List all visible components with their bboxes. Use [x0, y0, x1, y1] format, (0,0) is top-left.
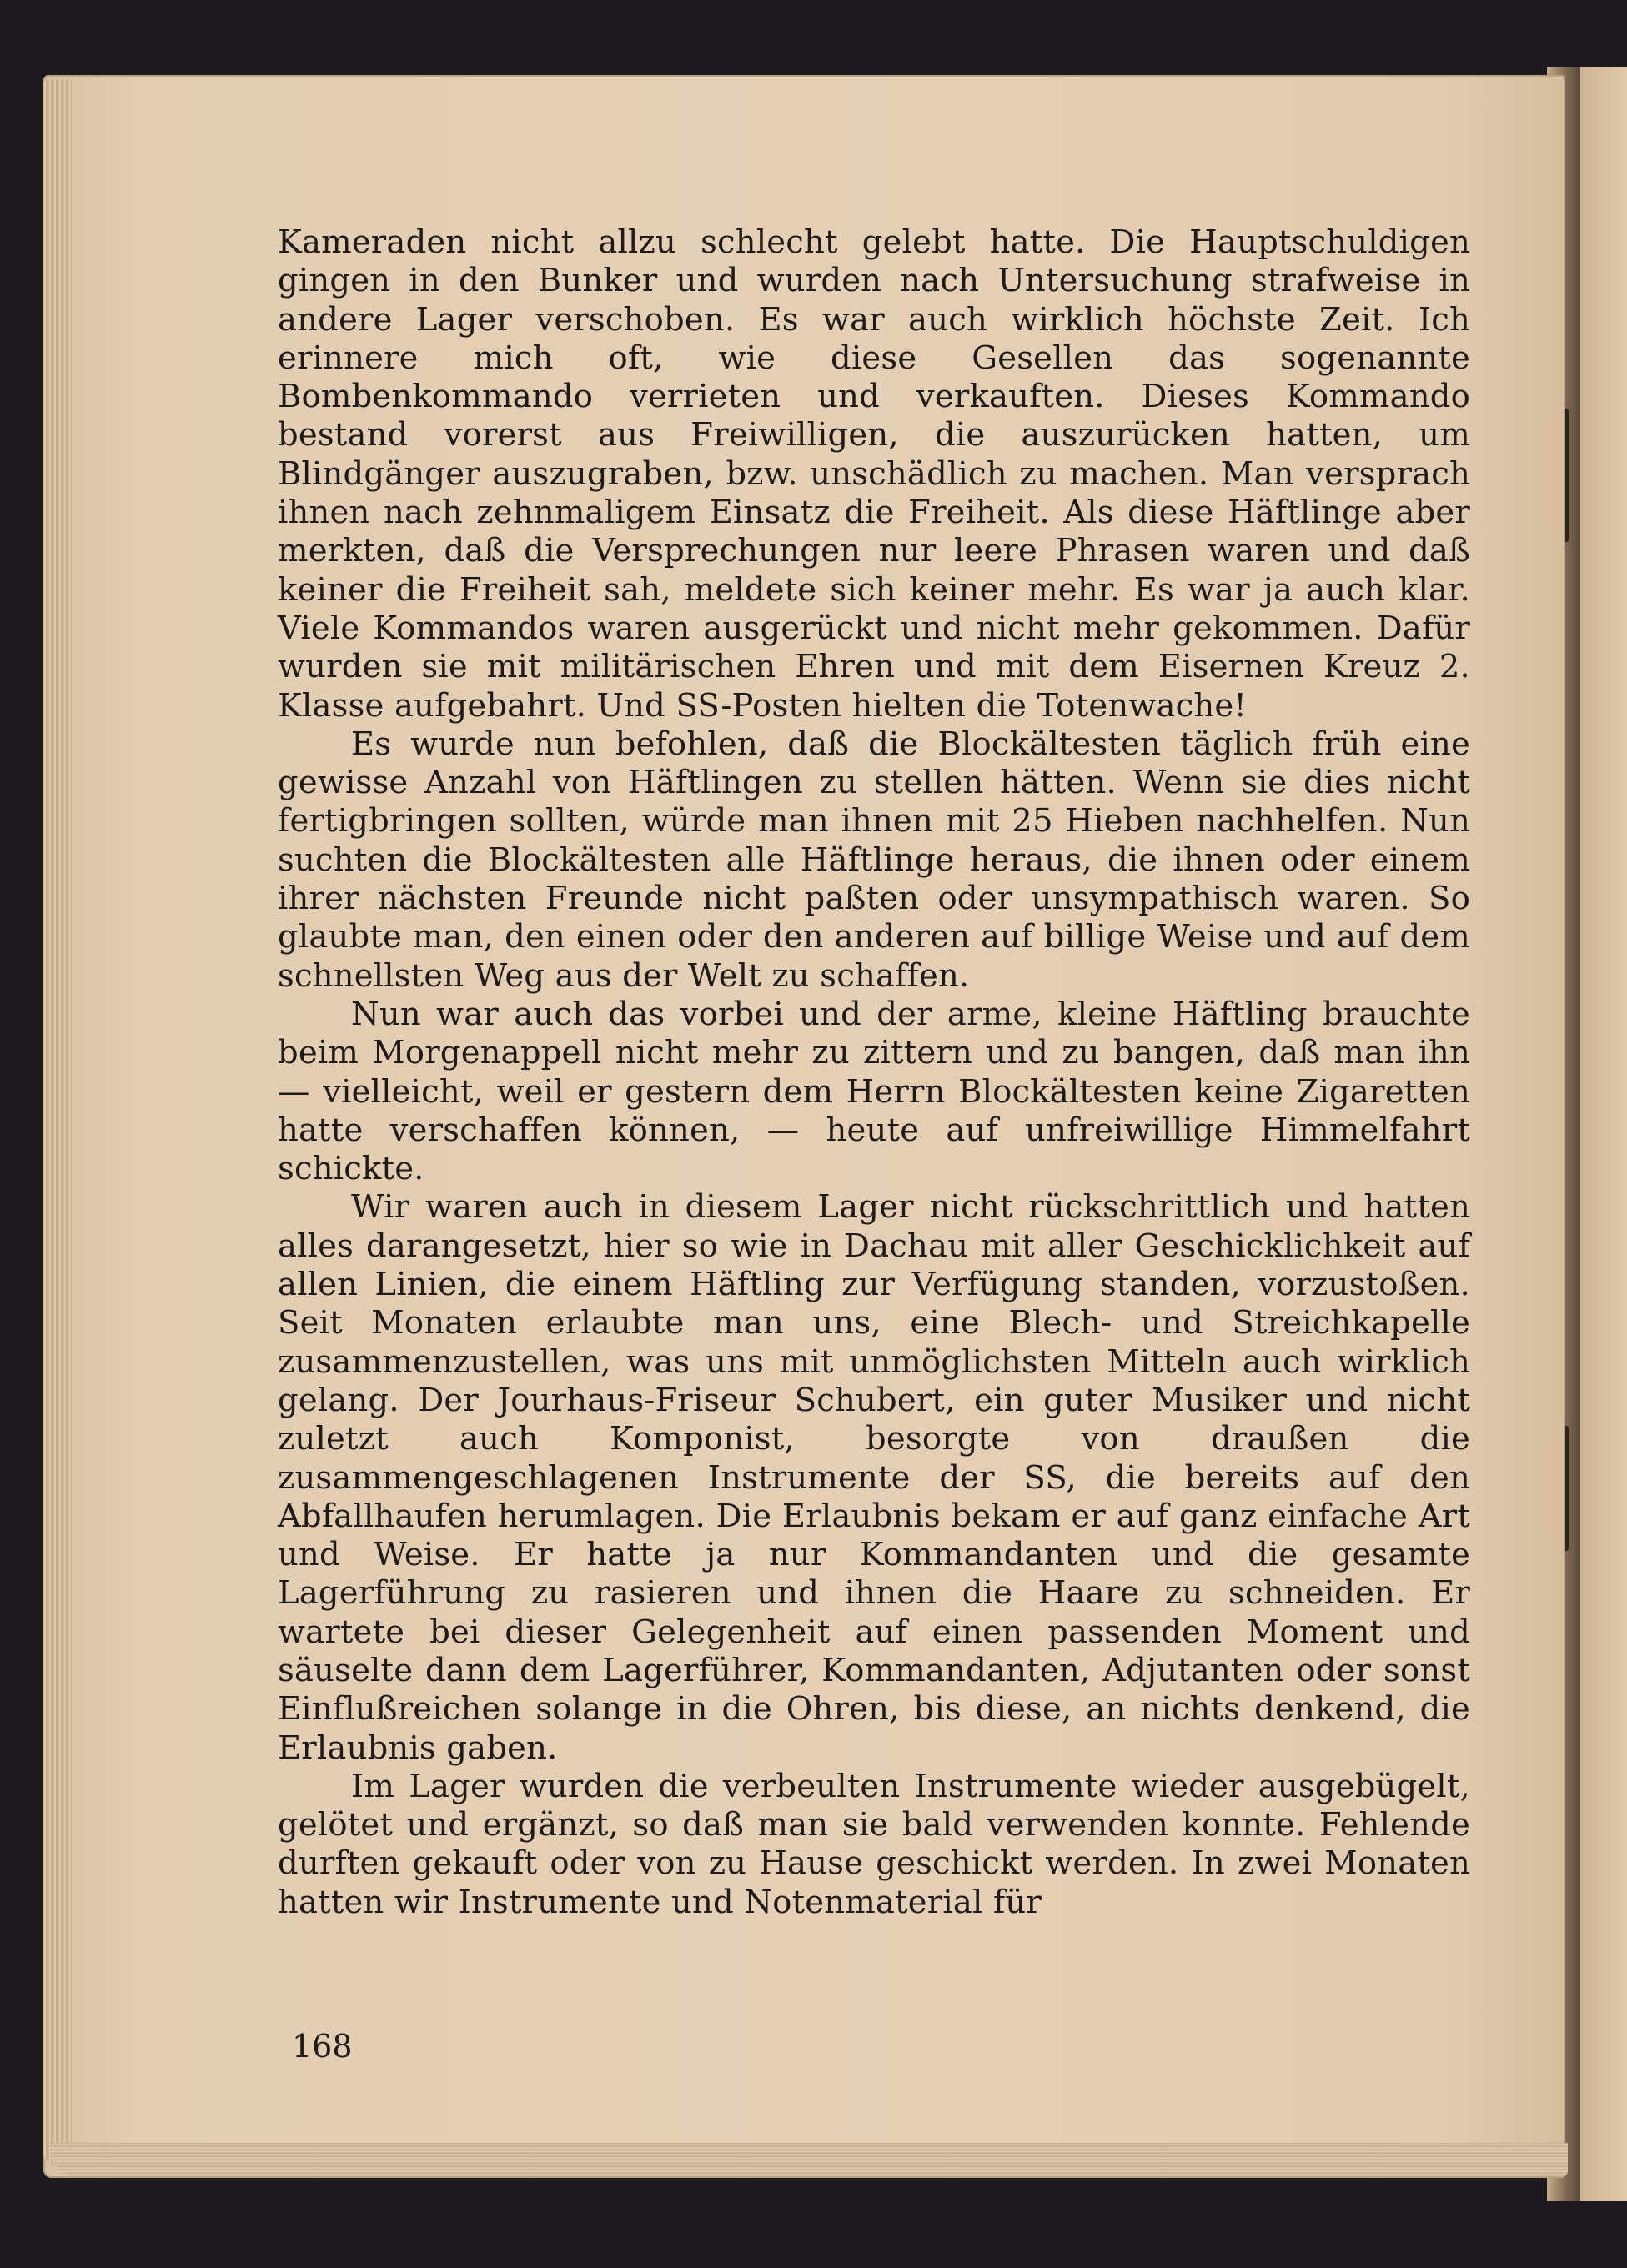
- paragraph: Wir waren auch in diesem Lager nicht rückschrittlich und hatten alles darangesetzt, hier so wie in Dachau mit aller Geschicklichkeit auf allen Linien, die einem Häftling zur Verfügung standen, vorzustoßen. Seit Monaten erlaubte man uns, eine Blech- und Streichkapelle zusammenzustellen, was uns mit unmöglichsten Mitteln auch wirklich gelang. Der Jourhaus-Friseur Schubert, ein guter Musiker und nicht zuletzt auch Komponist, besorgte von draußen die zusammengeschlagenen Instrumente der SS, die bereits auf den Abfallhaufen herumlagen. Die Erlaubnis bekam er auf ganz einfache Art und Weise. Er hatte ja nur Kommandanten und die gesamte Lagerführung zu rasieren und ihnen die Haare zu schneiden. Er wartete bei dieser Gelegenheit auf einen passenden Moment und säuselte dann dem Lagerführer, Kommandanten, Adjutanten oder sonst Einflußreichen solange in die Ohren, bis diese, an nichts denkend, die Erlaubnis gaben.: [278, 1188, 1470, 1767]
- paragraph: Im Lager wurden die verbeulten Instrumente wieder ausgebügelt, gelötet und ergänzt, so daß man sie bald verwenden konnte. Fehlende durften gekauft oder von zu Hause geschickt werden. In zwei Monaten hatten wir Instrumente und Notenmaterial für: [278, 1767, 1470, 1921]
- body-text: [278, 223, 1470, 1922]
- page-edges-left: [43, 79, 72, 2164]
- paragraph: Es wurde nun befohlen, daß die Blockältesten täglich früh eine gewisse Anzahl von Häftlingen zu stellen hätten. Wenn sie dies nicht fertigbringen sollten, würde man ihnen mit 25 Hieben nachhelfen. Nun suchten die Blockältesten alle Häftlinge heraus, die ihnen oder einem ihrer nächsten Freunde nicht paßten oder unsympathisch waren. So glaubte man, den einen oder den anderen auf billige Weise und auf dem schnellsten Weg aus der Welt zu schaffen.: [278, 725, 1470, 995]
- adjacent-page: [1576, 67, 1627, 2201]
- page-edges-bottom: [50, 2143, 1568, 2176]
- paragraph: Kameraden nicht allzu schlecht gelebt hatte. Die Hauptschuldigen gingen in den Bunker und wurden nach Untersuchung strafweise in andere Lager verschoben. Es war auch wirklich höchste Zeit. Ich erinnere mich oft, wie diese Gesellen das sogenannte Bombenkommando verrieten und verkauften. Dieses Kommando bestand vorerst aus Freiwilligen, die auszurücken hatten, um Blindgänger auszugraben, bzw. unschädlich zu machen. Man versprach ihnen nach zehnmaligem Einsatz die Freiheit. Als diese Häftlinge aber merkten, daß die Versprechungen nur leere Phrasen waren und daß keiner die Freiheit sah, meldete sich keiner mehr. Es war ja auch klar. Viele Kommandos waren ausgerückt und nicht mehr gekommen. Dafür wurden sie mit militärischen Ehren und mit dem Eisernen Kreuz 2. Klasse aufgebahrt. Und SS-Posten hielten die Totenwache!: [278, 223, 1470, 725]
- paragraph: Nun war auch das vorbei und der arme, kleine Häftling brauchte beim Morgenappell nicht mehr zu zittern und zu bangen, daß man ihn — vielleicht, weil er gestern dem Herrn Blockältesten keine Zigaretten hatte verschaffen können, — heute auf unfreiwillige Himmelfahrt schickte.: [278, 995, 1470, 1188]
- page-number: 168: [292, 2028, 353, 2065]
